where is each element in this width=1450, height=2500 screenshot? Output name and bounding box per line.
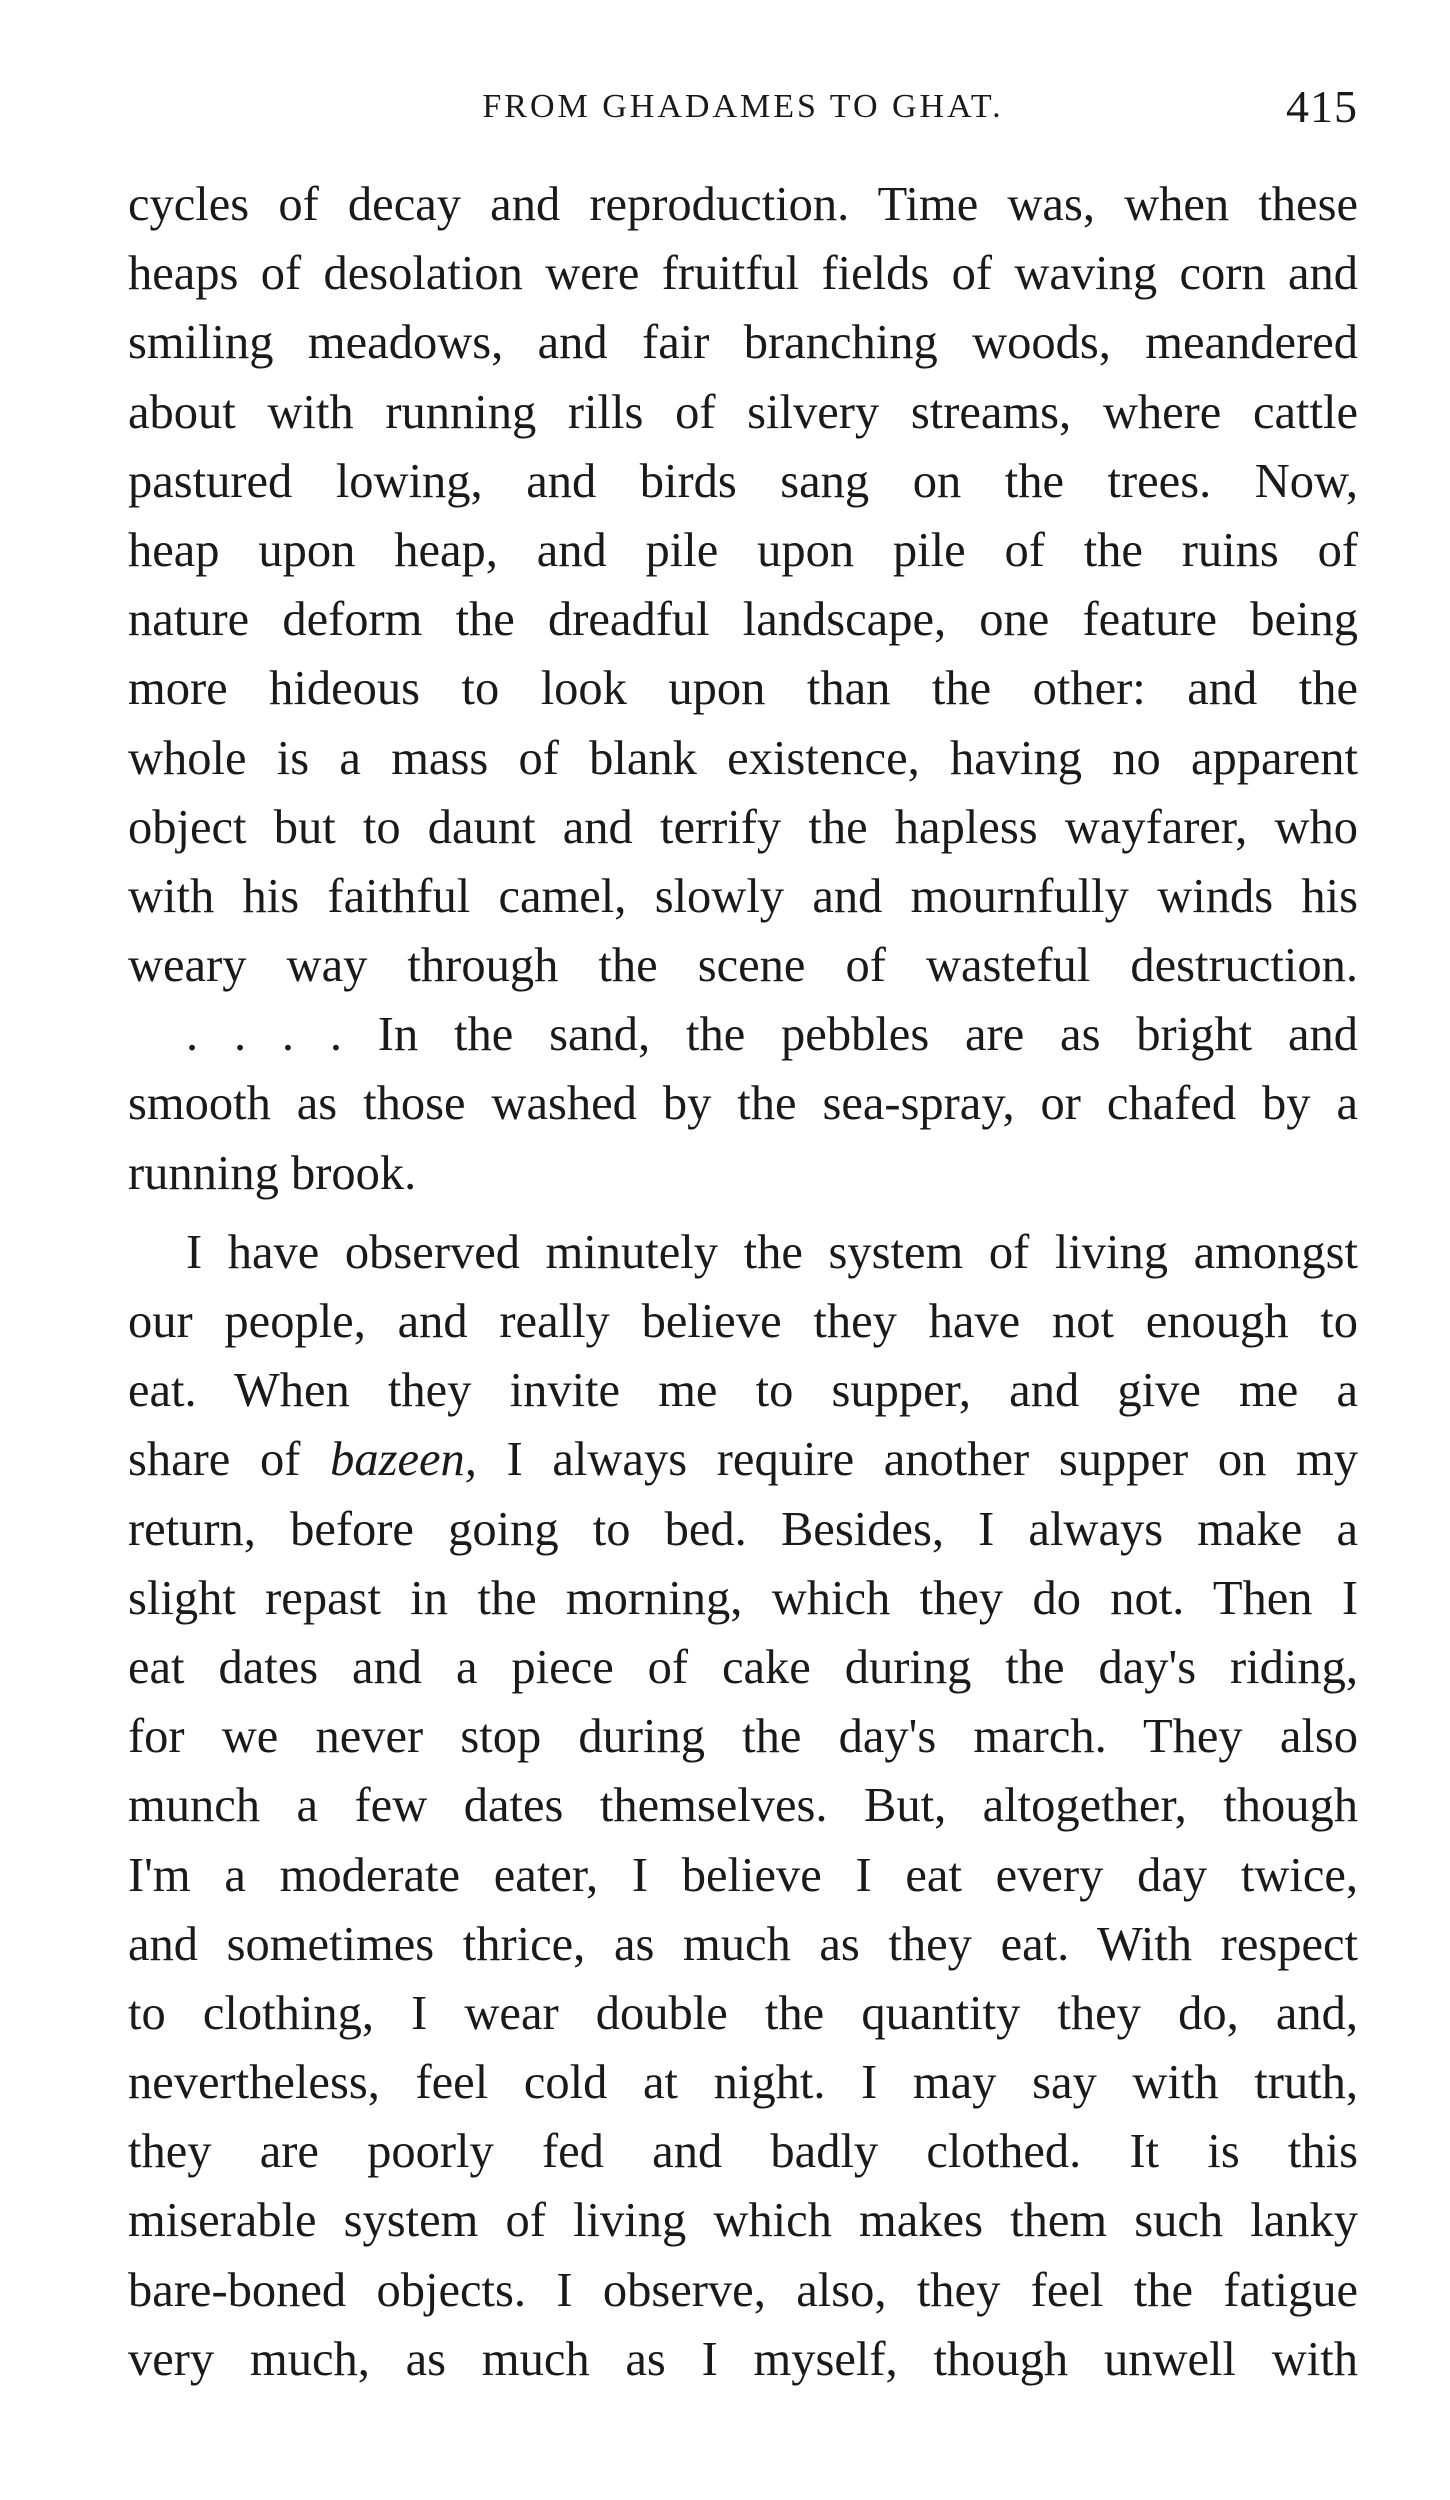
- italic-term-bazeen: bazeen,: [330, 1433, 477, 1487]
- running-header: [128, 80, 1358, 140]
- text-line: bare-boned objects. I observe, also, they feel the fatigue: [128, 2263, 1358, 2317]
- text-line: nevertheless, feel cold at night. I may say with truth,: [128, 2056, 1358, 2110]
- text-line: nature deform the dreadful landscape, one feature being: [128, 593, 1358, 647]
- text-line: pastured lowing, and birds sang on the trees. Now,: [128, 454, 1358, 508]
- text-line: I'm a moderate eater, I believe I eat every day twice,: [128, 1848, 1358, 1902]
- text-line: smiling meadows, and fair branching woods, meandered: [128, 316, 1358, 370]
- body-text: [128, 170, 1358, 2394]
- paragraph-1: [128, 170, 1358, 1208]
- text-line: heap upon heap, and pile upon pile of the ruins of: [128, 523, 1358, 577]
- text-line: eat. When they invite me to supper, and give me a: [128, 1364, 1358, 1418]
- text-line: with his faithful camel, slowly and mournfully winds his: [128, 869, 1358, 923]
- text-line: object but to daunt and terrify the hapless wayfarer, who: [128, 800, 1358, 854]
- text-line: munch a few dates themselves. But, altogether, though: [128, 1779, 1358, 1833]
- text-line: our people, and really believe they have not enough to: [128, 1295, 1358, 1348]
- text-line: weary way through the scene of wasteful destruction.: [128, 939, 1358, 993]
- text-line: slight repast in the morning, which they do not. Then I: [128, 1571, 1358, 1625]
- text-line: about with running rills of silvery streams, where cattle: [128, 385, 1358, 439]
- text-line: smooth as those washed by the sea-spray, or chafed by a: [128, 1077, 1358, 1131]
- text-line: eat dates and a piece of cake during the day's riding,: [128, 1640, 1358, 1694]
- text-line: heaps of desolation were fruitful fields of waving corn and: [128, 247, 1358, 301]
- text-line: more hideous to look upon than the other: and the: [128, 662, 1358, 716]
- text-line: . . . . In the sand, the pebbles are as bright and: [186, 1008, 1358, 1062]
- text-line: to clothing, I wear double the quantity they do, and,: [128, 1986, 1358, 2040]
- text-line: cycles of decay and reproduction. Time was, when these: [128, 178, 1358, 231]
- running-title: FROM GHADAMES TO GHAT.: [482, 88, 1004, 125]
- text-line: return, before going to bed. Besides, I always make a: [128, 1502, 1358, 1556]
- text-line: for we never stop during the day's march. They also: [128, 1710, 1358, 1764]
- text-line: I have observed minutely the system of living amongst: [186, 1225, 1358, 1279]
- text-segment: share of: [128, 1433, 331, 1487]
- page-number: 415: [1286, 81, 1358, 132]
- text-line: whole is a mass of blank existence, having no apparent: [128, 731, 1358, 785]
- text-line: running brook.: [128, 1146, 417, 1200]
- text-line: very much, as much as I myself, though unwell with: [128, 2332, 1358, 2386]
- text-line: and sometimes thrice, as much as they eat. With respect: [128, 1917, 1358, 1971]
- text-segment: I always require another supper on my: [476, 1433, 1358, 1487]
- text-line: they are poorly fed and badly clothed. It is this: [128, 2125, 1358, 2179]
- text-line: miserable system of living which makes them such lanky: [128, 2194, 1358, 2248]
- text-line-with-italic: [128, 1425, 1358, 1494]
- paragraph-gap: [128, 1208, 1358, 1218]
- paragraph-2: [128, 1218, 1358, 2394]
